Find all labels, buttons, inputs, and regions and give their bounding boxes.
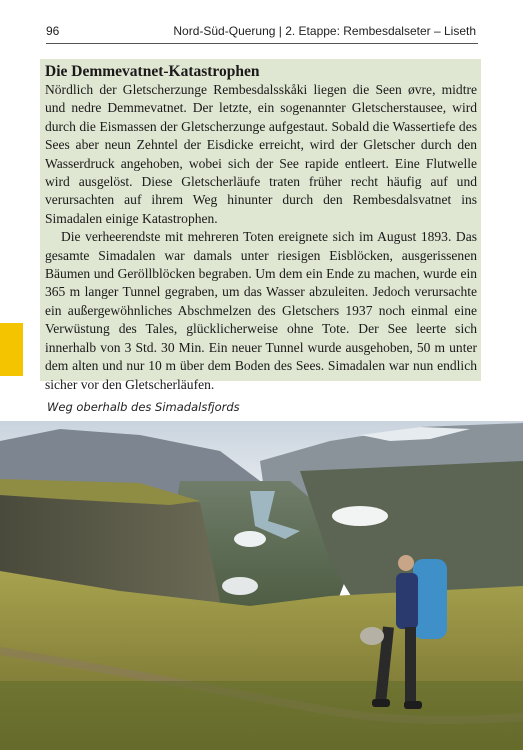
info-box	[40, 59, 481, 392]
box-paragraph-1: Nördlich der Gletscherzunge Rembesdalsskåki liegen die Seen øvre, midtre und nedre Demmevatnet. Der letzte, ein sogenannter Gletscherstausee, wird durch die Eismassen der Gletscherzunge aufgestaut. Sobald die Wassertiefe des Sees aber neun Zehntel der Eisdicke erreicht, wird der Gletscher durch den Wasserdruck angehoben, wobei sich der See rapide entleert. Eine Flutwelle wird ausgelöst. Diese Gletscherläufe traten früher recht häufig auf und verursachten auf ihrem Weg hinunter durch den Rembesdalsvatnet ins Simadalen einige Katastrophen.	[45, 82, 477, 226]
hiker-head	[398, 555, 414, 571]
foreground-brush	[0, 681, 523, 750]
rock	[360, 627, 384, 645]
cloud-3	[222, 577, 258, 595]
page-header	[46, 24, 476, 40]
hiker-leg-right	[405, 627, 416, 703]
landscape-photo	[0, 421, 523, 750]
box-paragraph-2: Die verheerendste mit mehreren Toten ereignete sich im August 1893. Das gesamte Simadalen war damals unter riesigen Eisblöcken, ausgerissenen Bäumen und Geröllblöcken begraben. Um dem ein Ende zu machen, wurde ein 365 m langer Tunnel gegraben, um das Wasser abzuleiten. Jedoch verursachte ein außergewöhnliches Abschmelzen des Gletschers 1937 noch einmal eine Verwüstung des Tales, glücklicherweise ohne Tote. Der See leerte sich innerhalb von 3 Std. 30 Min. Ein neuer Tunnel wurde ausgehoben, 50 m unter dem alten und nur 10 m über dem Boden des Sees. Simadalen war nun endlich sicher vor den Gletscherläufen.	[45, 229, 477, 392]
header-rule	[46, 43, 478, 44]
cloud-1	[332, 506, 388, 526]
hiker-backpack	[413, 559, 447, 639]
photo-caption: Weg oberhalb des Simadalsfjords	[47, 400, 240, 414]
chapter-tab-marker	[0, 323, 23, 376]
hiker-torso	[396, 573, 418, 629]
cloud-2	[234, 531, 266, 547]
hiker-boot-left	[372, 699, 390, 707]
page-number: 96	[46, 24, 60, 38]
running-head: Nord-Süd-Querung | 2. Etappe: Rembesdalseter – Liseth	[173, 24, 476, 38]
box-title: Die Demmevatnet-Katastrophen	[45, 63, 260, 80]
hiker-boot-right	[404, 701, 422, 709]
